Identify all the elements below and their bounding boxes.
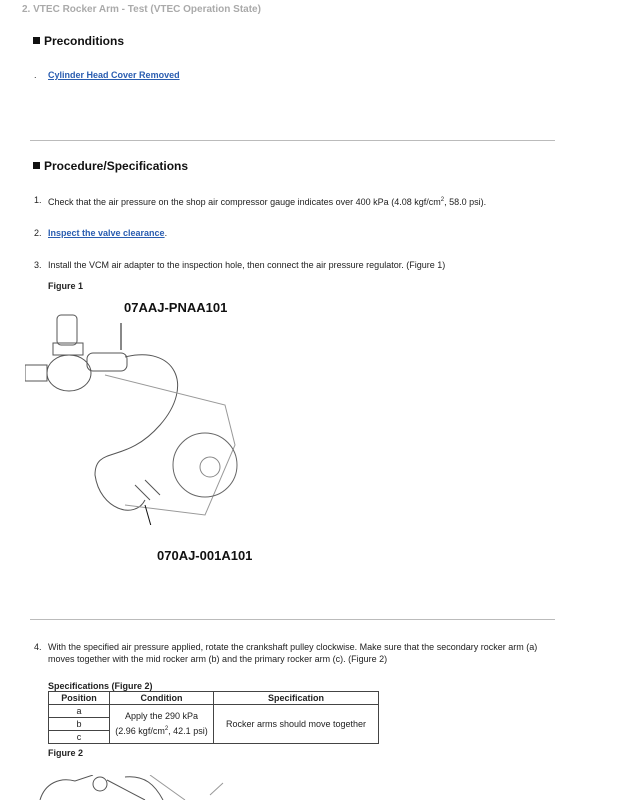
text: , 42.1 psi) bbox=[168, 726, 208, 736]
fitting bbox=[87, 353, 127, 371]
page-title: 2. VTEC Rocker Arm - Test (VTEC Operation State) bbox=[22, 4, 261, 15]
step-2 bbox=[34, 227, 549, 239]
step-text: With the specified air pressure applied, rotate the crankshaft pulley clockwise. Make sure that the secondary rocker arm (a) moves together with the mid rocker arm (b) and the primary rocker arm (c). (Figure 2) bbox=[48, 642, 538, 664]
sup: 2 bbox=[164, 726, 169, 732]
heading-text: Preconditions bbox=[44, 34, 125, 48]
figure-1-callout-adapter: 070AJ-001A101 bbox=[157, 548, 253, 563]
bullet: . bbox=[34, 70, 37, 80]
rocker-pin bbox=[93, 777, 107, 791]
rocker-outline bbox=[40, 775, 93, 800]
figure-1-label: Figure 1 bbox=[48, 281, 84, 291]
header-position: Position bbox=[49, 692, 110, 705]
table-row bbox=[49, 705, 379, 718]
text: Apply the 290 kPa bbox=[124, 711, 199, 721]
regulator-knob bbox=[57, 315, 77, 345]
divider bbox=[30, 619, 555, 620]
square-bullet-icon bbox=[33, 37, 40, 44]
spec-table bbox=[48, 691, 379, 744]
figure-2-illustration bbox=[35, 775, 235, 800]
adapter bbox=[135, 480, 160, 500]
step-1 bbox=[34, 194, 549, 208]
cylinder-head bbox=[105, 375, 235, 515]
divider bbox=[30, 140, 555, 141]
step-text bbox=[48, 227, 549, 239]
step-number: 4. bbox=[34, 642, 42, 652]
sup: 2 bbox=[440, 197, 445, 203]
position-cell: a bbox=[49, 705, 110, 718]
figure-2-label: Figure 2 bbox=[48, 748, 84, 758]
step-number: 1. bbox=[34, 195, 42, 205]
step-3 bbox=[34, 259, 549, 271]
text: Check that the air pressure on the shop air compressor gauge indicates over 400 kPa (4.08 kgf/cm bbox=[48, 197, 441, 207]
position-cell: c bbox=[49, 731, 110, 744]
pulley-hub bbox=[200, 457, 220, 477]
cylinder-head-cover-link[interactable]: Cylinder Head Cover Removed bbox=[48, 70, 180, 80]
specification-cell: Rocker arms should move together bbox=[214, 705, 379, 744]
step-4 bbox=[34, 641, 549, 665]
figure-1-callout-regulator: 07AAJ-PNAA101 bbox=[124, 300, 228, 315]
condition-cell bbox=[110, 705, 214, 744]
step-text bbox=[48, 194, 549, 208]
spec-table-caption: Specifications (Figure 2) bbox=[48, 681, 153, 691]
figure-1-illustration bbox=[25, 295, 245, 525]
preconditions-heading bbox=[33, 34, 124, 48]
position-cell: b bbox=[49, 718, 110, 731]
text: (2.96 kgf/cm bbox=[115, 726, 165, 736]
header-condition: Condition bbox=[110, 692, 214, 705]
text: , 58.0 psi). bbox=[444, 197, 487, 207]
step-text: Install the VCM air adapter to the inspection hole, then connect the air pressure regulator. (Figure 1) bbox=[48, 260, 446, 270]
inspect-valve-clearance-link[interactable]: Inspect the valve clearance bbox=[48, 228, 165, 238]
text: . bbox=[164, 228, 168, 238]
procedure-heading bbox=[33, 159, 188, 173]
rocker-outline bbox=[107, 777, 163, 800]
air-inlet bbox=[25, 365, 47, 381]
step-number: 2. bbox=[34, 228, 42, 238]
step-number: 3. bbox=[34, 260, 42, 270]
regulator-gauge bbox=[47, 355, 91, 391]
table-header-row bbox=[49, 692, 379, 705]
pulley bbox=[173, 433, 237, 497]
precondition-item bbox=[34, 70, 180, 80]
square-bullet-icon bbox=[33, 162, 40, 169]
heading-text: Procedure/Specifications bbox=[44, 159, 189, 173]
header-specification: Specification bbox=[214, 692, 379, 705]
